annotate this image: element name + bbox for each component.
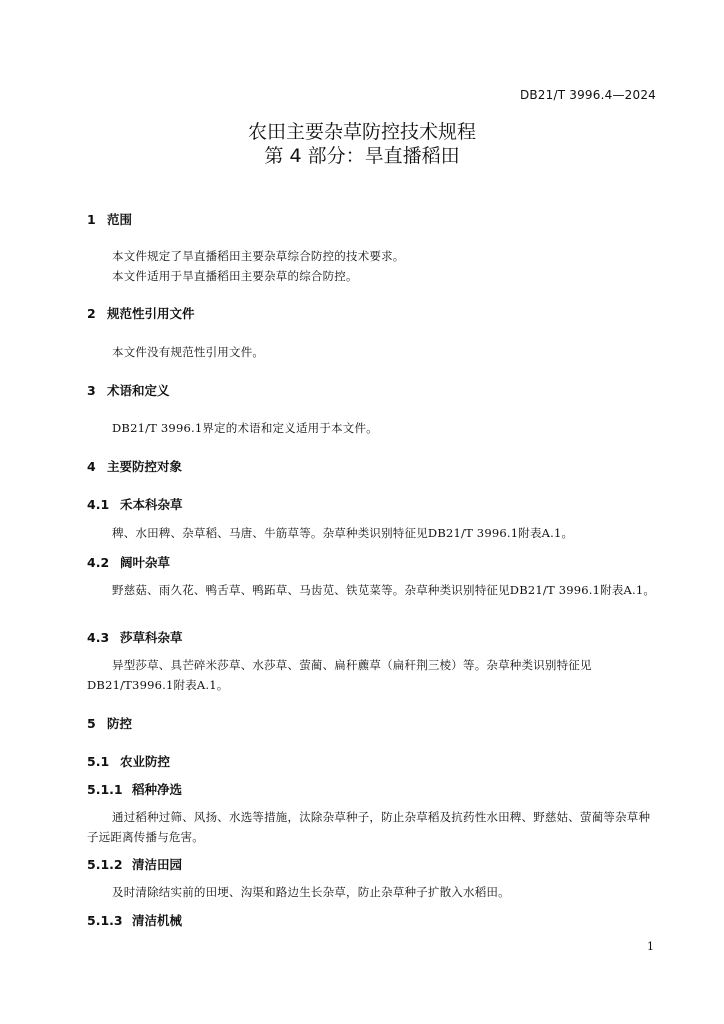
paragraph-line: 稗、水田稗、杂草稻、马唐、牛筋草等。杂草种类识别特征见DB21/T 3996.1附表A.1。 [112,526,574,540]
paragraph-field-cleaning [87,882,657,902]
paragraph-broadleaf-weeds [87,580,657,600]
paragraph-line: 本文件没有规范性引用文件。 [112,345,265,359]
section-title: 莎草科杂草 [120,630,183,645]
section-number: 5.1.3 [87,913,123,928]
title-block [0,120,724,168]
section-number: 1 [87,212,96,227]
section-title: 清洁田园 [132,857,183,872]
document-subtitle: 第 4 部分：旱直播稻田 [264,145,460,167]
section-number: 5.1.2 [87,857,123,872]
section-title: 防控 [107,716,133,731]
section-number: 4.3 [87,630,110,645]
section-number: 2 [87,306,96,321]
section-heading-2 [87,306,195,322]
section-heading-5-1-2 [87,857,182,873]
section-number: 4.2 [87,555,110,570]
paragraph-grass-weeds [87,523,657,543]
paragraph-line: 本文件规定了旱直播稻田主要杂草综合防控的技术要求。 [112,249,405,263]
section-heading-5 [87,716,132,732]
paragraph-normative-references [87,342,657,362]
section-title: 农业防控 [120,754,171,769]
section-heading-5-1-1 [87,782,182,798]
paragraph-terms [87,418,657,438]
section-title: 阔叶杂草 [120,555,171,570]
section-number: 3 [87,383,96,398]
document-title: 农田主要杂草防控技术规程 [247,121,476,143]
section-heading-3 [87,383,170,399]
paragraph-line: 野慈菇、雨久花、鸭舌草、鸭跖草、马齿苋、铁苋菜等。杂草种类识别特征见DB21/T 3996.1附表A.1。 [112,583,656,597]
document-code: DB21/T 3996.4—2024 [519,88,656,102]
page-number: 1 [647,940,654,953]
paragraph-line: 本文件适用于旱直播稻田主要杂草的综合防控。 [112,269,358,283]
section-heading-1 [87,212,132,228]
section-title: 稻种净选 [132,782,183,797]
section-title: 清洁机械 [132,913,183,928]
section-title: 规范性引用文件 [107,306,195,321]
section-heading-5-1 [87,754,170,770]
section-heading-4-2 [87,555,170,571]
section-title: 范围 [107,212,133,227]
paragraph-line: 及时清除结实前的田埂、沟渠和路边生长杂草，防止杂草种子扩散入水稻田。 [112,885,510,899]
paragraph-line: 异型莎草、具芒碎米莎草、水莎草、萤蔺、扁秆藨草（扁秆荆三棱）等。杂草种类识别特征见DB21/T3996.1附表A.1。 [87,658,592,692]
section-heading-4 [87,459,182,475]
section-title: 禾本科杂草 [120,497,183,512]
paragraph-line: DB21/T 3996.1界定的术语和定义适用于本文件。 [112,421,378,435]
section-heading-4-1 [87,497,183,513]
section-title: 术语和定义 [107,383,170,398]
section-number: 5.1.1 [87,782,123,797]
paragraph-scope [87,246,657,286]
paragraph-line: 通过稻种过筛、风扬、水选等措施，汰除杂草种子，防止杂草稻及抗药性水田稗、野慈姑、萤蔺等杂草种子远距离传播与危害。 [87,810,651,844]
section-number: 5.1 [87,754,110,769]
section-number: 4 [87,459,96,474]
paragraph-sedge-weeds [87,655,657,695]
section-heading-4-3 [87,630,183,646]
section-title: 主要防控对象 [107,459,183,474]
paragraph-seed-cleaning [87,807,657,847]
section-heading-5-1-3 [87,913,182,929]
section-number: 4.1 [87,497,110,512]
section-number: 5 [87,716,96,731]
